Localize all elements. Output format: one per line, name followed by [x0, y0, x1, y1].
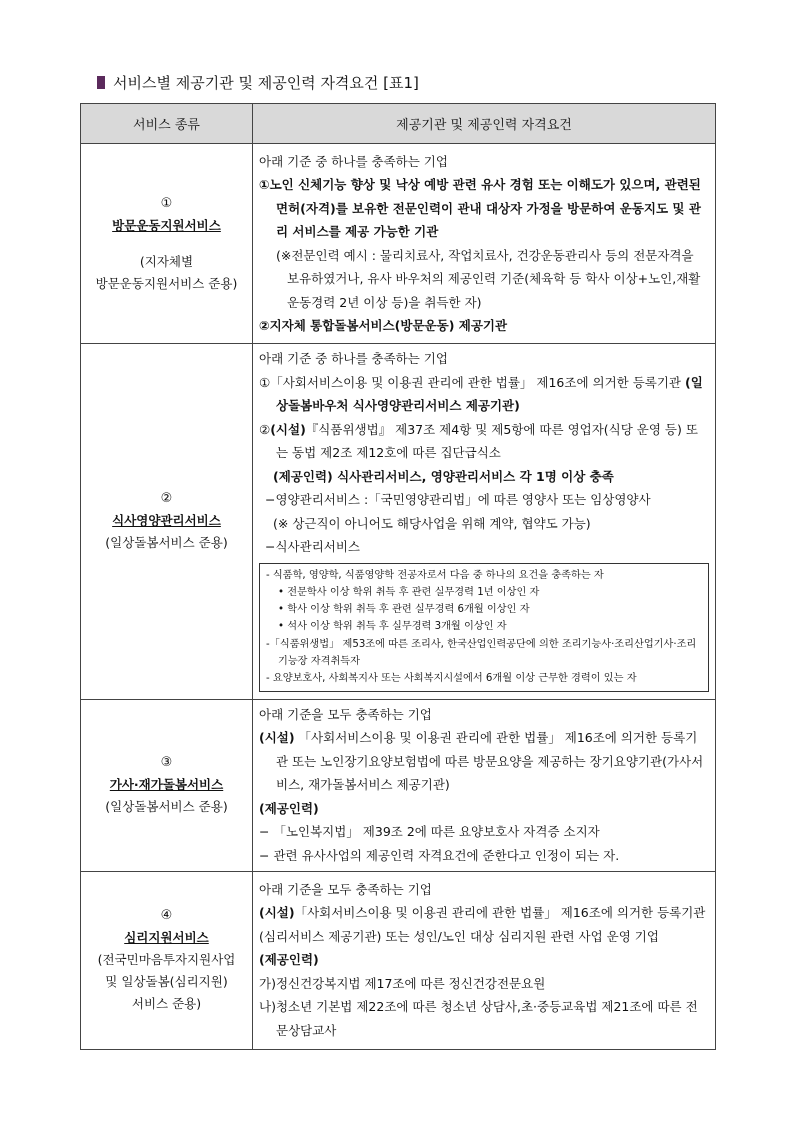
box-line: • 석사 이상 학위 취득 후 실무경력 3개월 이상인 자: [278, 621, 507, 633]
requirement-line: 아래 기준 중 하나를 충족하는 기업: [259, 153, 448, 169]
requirement-line: (제공인력): [259, 952, 319, 968]
service-number: ②: [160, 491, 173, 507]
requirement-line: 아래 기준을 모두 충족하는 기업: [259, 706, 432, 722]
service-number: ③: [160, 755, 173, 771]
table-header-row: [81, 104, 716, 144]
box-line: - 식품학, 영양학, 식품영양학 전공자로서 다음 중 하나의 요건을 충족하는 자: [266, 569, 604, 581]
service-note: (일상돌봄서비스 준용): [105, 799, 228, 815]
box-line: • 전문학사 이상 학위 취득 후 관련 실무경력 1년 이상인 자: [278, 586, 540, 598]
requirement-line: − 「노인복지법」 제39조 2에 따른 요양보호사 자격증 소지자: [259, 824, 600, 840]
requirement-line: 아래 기준 중 하나를 충족하는 기업: [259, 351, 448, 366]
service-name: 심리지원서비스: [124, 930, 209, 946]
requirement-line: (시설) 「사회서비스이용 및 이용권 관리에 관한 법률」 제16조에 의거한 등록기관 또는 노인장기요양보험법에 따른 방문요양을 제공하는 장기요양기관(가사서비스, 재가돌봄서비스 제공기관): [259, 730, 704, 793]
box-line: • 학사 이상 학위 취득 후 관련 실무경력 6개월 이상인 자: [278, 604, 530, 616]
requirement-line: (※전문인력 예시 : 물리치료사, 작업치료사, 건강운동관리사 등의 전문자격을 보유하였거나, 유사 바우처의 제공인력 기준(체육학 등 학사 이상+노인,재활운동경력 2년 이상 등)을 취득한 자): [276, 247, 701, 310]
service-note: 서비스 준용): [131, 996, 202, 1012]
requirement-line: ①노인 신체기능 향상 및 낙상 예방 관련 유사 경험 또는 이해도가 있으며, 관련된 면허(자격)를 보유한 전문인력이 관내 대상자 가정을 방문하여 운동지도 및 관리 서비스를 제공 가능한 기관: [259, 177, 701, 239]
service-name: 방문운동지원서비스: [112, 217, 221, 233]
requirements-table: [80, 103, 716, 1050]
table-row: [81, 144, 716, 344]
requirement-line: −식사관리서비스: [265, 539, 360, 554]
service-note: (일상돌봄서비스 준용): [105, 535, 228, 551]
service-note: (지자체별: [139, 253, 194, 269]
requirement-line: (제공인력): [259, 800, 319, 816]
requirements-cell: [253, 871, 716, 1049]
section-title-text: 서비스별 제공기관 및 제공인력 자격요건 [표1]: [113, 74, 419, 92]
requirement-line: ②지자체 통합돌봄서비스(방문운동) 제공기관: [259, 318, 508, 333]
service-note: 방문운동지원서비스 준용): [95, 275, 238, 291]
service-note: (전국민마음투자지원사업: [97, 952, 236, 968]
requirement-line: − 관련 유사사업의 제공인력 자격요건에 준한다고 인정이 되는 자.: [259, 847, 620, 863]
table-row: [81, 699, 716, 871]
table-row: [81, 344, 716, 700]
requirement-line: −영양관리서비스 :「국민영양관리법」에 따른 영양사 또는 임상영양사: [265, 492, 651, 507]
requirements-cell: [253, 344, 716, 700]
box-line: -「식품위생법」 제53조에 따른 조리사, 한국산업인력공단에 의한 조리기능사·조리산업기사·조리 기능장 자격취득자: [266, 638, 697, 667]
requirement-line: 아래 기준을 모두 충족하는 기업: [259, 881, 432, 897]
service-cell: [81, 871, 253, 1049]
service-cell: [81, 344, 253, 700]
requirement-line: 가)정신건강복지법 제17조에 따른 정신건강전문요원: [259, 975, 546, 991]
service-cell: [81, 144, 253, 344]
requirement-line: ②(시설)『식품위생법』 제37조 제4항 및 제5항에 따른 영업자(식당 운영 등) 또는 동법 제2조 제12호에 따른 집단급식소: [259, 421, 698, 460]
table-row: [81, 871, 716, 1049]
title-bullet-icon: [97, 76, 105, 89]
service-note: 및 일상돌봄(심리지원): [105, 974, 228, 990]
box-line: - 요양보호사, 사회복지사 또는 사회복지시설에서 6개월 이상 근무한 경력이 있는 자: [266, 673, 637, 685]
requirements-cell: [253, 699, 716, 871]
requirements-cell: [253, 144, 716, 344]
requirement-line: (제공인력) 식사관리서비스, 영양관리서비스 각 1명 이상 충족: [273, 468, 614, 484]
section-title: [97, 72, 419, 93]
header-requirements: 제공기관 및 제공인력 자격요건: [253, 104, 716, 144]
requirement-line: 나)청소년 기본법 제22조에 따른 청소년 상담사,초·중등교육법 제21조에 따른 전문상담교사: [259, 999, 698, 1038]
service-number: ①: [160, 195, 173, 211]
requirement-line: (시설)「사회서비스이용 및 이용권 관리에 관한 법률」 제16조에 의거한 등록기관(심리서비스 제공기관) 또는 성인/노인 대상 심리지원 관련 사업 운영 기업: [259, 905, 706, 944]
requirement-line: (※ 상근직이 아니어도 해당사업을 위해 계약, 협약도 가능): [273, 515, 591, 531]
service-cell: [81, 699, 253, 871]
requirement-line: ①「사회서비스이용 및 이용권 관리에 관한 법률」 제16조에 의거한 등록기관 (일상돌봄바우처 식사영양관리서비스 제공기관): [259, 374, 703, 413]
service-name: 가사·재가돌봄서비스: [109, 777, 224, 793]
header-service-type: 서비스 종류: [81, 104, 253, 144]
service-number: ④: [160, 908, 173, 924]
cook-qualification-box: [259, 563, 709, 692]
service-name: 식사영양관리서비스: [112, 513, 221, 529]
